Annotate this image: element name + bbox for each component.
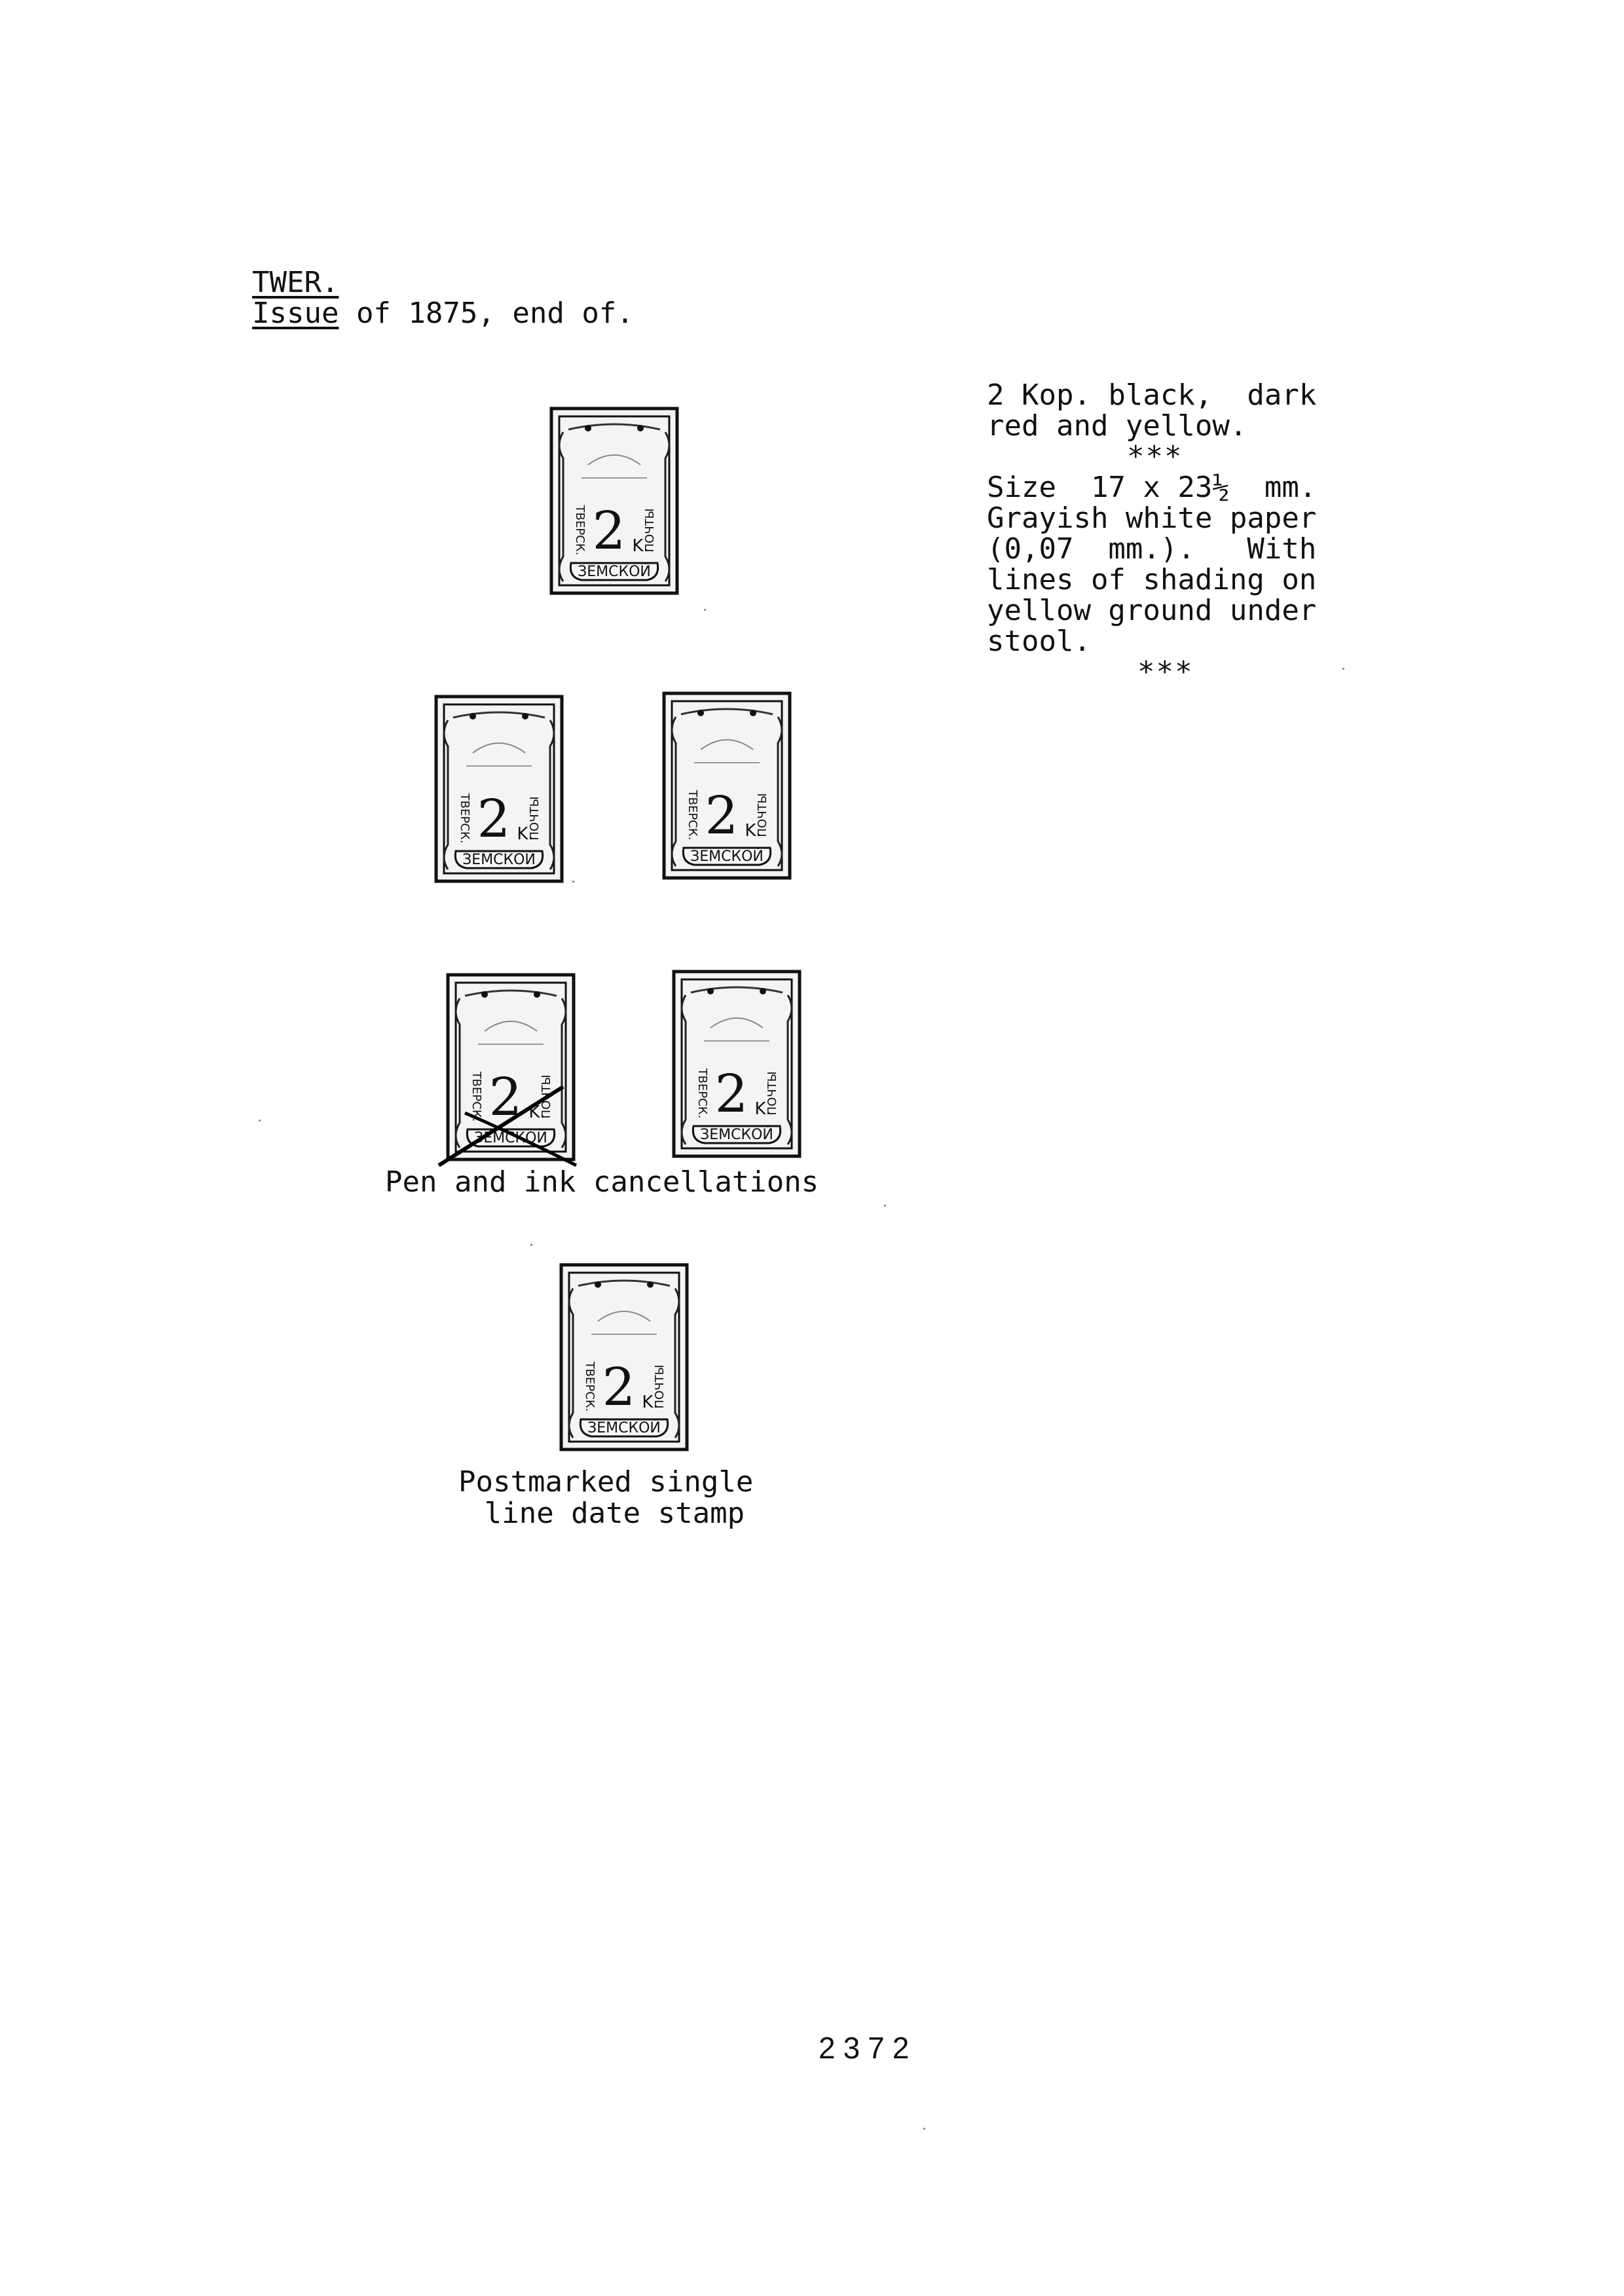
stamp-image-5-pen-cancelled [671, 969, 802, 1159]
heading-issue-rest: of 1875, end of. [339, 297, 634, 330]
svg-text:ТВЕРСК.: ТВЕРСК. [686, 790, 699, 841]
svg-text:2: 2 [477, 788, 511, 849]
svg-text:ЗЕМСКОЙ: ЗЕМСКОЙ [474, 1130, 547, 1146]
svg-text:ПОЧТЫ: ПОЧТЫ [528, 796, 542, 841]
svg-text:ТВЕРСК.: ТВЕРСК. [573, 505, 587, 556]
caption-postmarked [458, 1467, 753, 1529]
svg-text:2: 2 [705, 785, 739, 846]
svg-text:2: 2 [592, 500, 626, 561]
svg-text:K.: K. [517, 824, 534, 844]
svg-text:ПОЧТЫ: ПОЧТЫ [540, 1074, 553, 1119]
scan-speck [1342, 668, 1344, 670]
svg-text:ЗЕМСКОЙ: ЗЕМСКОЙ [700, 1127, 773, 1143]
caption-postmarked-line-1: Postmarked single [458, 1465, 754, 1499]
scan-speck [884, 1205, 886, 1207]
page-number: 2372 [819, 2031, 917, 2065]
svg-text:ПОЧТЫ: ПОЧТЫ [653, 1364, 667, 1409]
svg-text:K.: K. [528, 1102, 545, 1122]
svg-text:K.: K. [745, 821, 762, 841]
stamp-image-3 [661, 691, 792, 881]
svg-text:ПОЧТЫ: ПОЧТЫ [643, 508, 657, 553]
svg-text:2: 2 [602, 1357, 636, 1417]
caption-pen-ink: Pen and ink cancellations [385, 1165, 819, 1199]
stamp-description [987, 380, 1316, 687]
pen-cancellation-mark [432, 1074, 589, 1172]
svg-text:K.: K. [632, 536, 649, 556]
scan-speck [530, 1244, 532, 1246]
scan-speck [704, 609, 706, 611]
desc-line-6: lines of shading on [987, 563, 1317, 596]
scan-speck [923, 2128, 925, 2130]
stamp-image-2 [434, 694, 564, 884]
desc-line-5: (0,07 mm.). With [987, 532, 1317, 566]
heading-title: TWER. [252, 266, 339, 299]
svg-text:ТВЕРСК.: ТВЕРСК. [458, 793, 471, 844]
svg-text:ЗЕМСКОЙ: ЗЕМСКОЙ [690, 848, 764, 865]
svg-text:ЗЕМСКОЙ: ЗЕМСКОЙ [587, 1420, 661, 1436]
scan-speck [259, 1120, 261, 1121]
desc-separator-2: *** [1137, 655, 1194, 689]
svg-text:ЗЕМСКОЙ: ЗЕМСКОЙ [578, 564, 651, 580]
desc-line-1: 2 Kop. black, dark [987, 378, 1317, 412]
caption-postmarked-line-2: line date stamp [484, 1497, 745, 1530]
svg-text:ПОЧТЫ: ПОЧТЫ [766, 1071, 779, 1116]
svg-text:ЗЕМСКОЙ: ЗЕМСКОЙ [462, 852, 536, 868]
heading-issue-word: Issue [252, 297, 339, 330]
desc-separator-1: *** [1127, 440, 1183, 473]
svg-text:ПОЧТЫ: ПОЧТЫ [756, 793, 769, 837]
svg-text:ТВЕРСК.: ТВЕРСК. [583, 1361, 597, 1412]
scan-speck [572, 881, 574, 883]
svg-text:ТВЕРСК.: ТВЕРСК. [470, 1071, 483, 1122]
desc-line-8: stool. [987, 625, 1091, 658]
desc-line-7: yellow ground under [987, 594, 1317, 627]
svg-text:K.: K. [754, 1099, 771, 1119]
desc-line-3: Size 17 x 23½ mm. [987, 471, 1317, 504]
desc-line-4: Grayish white paper [987, 501, 1317, 535]
svg-text:2: 2 [489, 1066, 523, 1127]
svg-text:2: 2 [714, 1063, 748, 1124]
page-heading [252, 267, 634, 329]
svg-text:ТВЕРСК.: ТВЕРСК. [695, 1068, 709, 1119]
stamp-image-6-postmarked [559, 1262, 690, 1452]
stamp-image-1 [549, 406, 680, 596]
svg-text:K.: K. [642, 1393, 659, 1412]
desc-line-2: red and yellow. [987, 409, 1247, 443]
